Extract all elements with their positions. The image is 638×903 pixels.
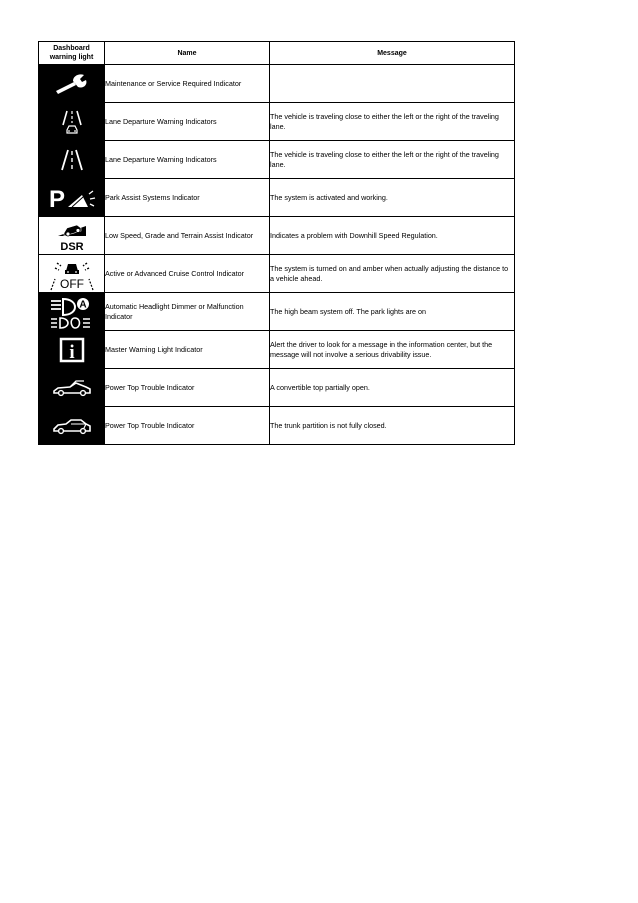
table-row [39, 217, 515, 255]
info-letter: i [69, 341, 75, 363]
row-message: The trunk partition is not fully closed. [270, 407, 515, 445]
row-message: The system is turned on and amber when actually adjusting the distance to a vehicle ahead. [270, 255, 515, 293]
table-header-row [39, 42, 515, 65]
table-row [39, 255, 515, 293]
warning-lights-table [38, 41, 515, 445]
park-assist-icon [39, 179, 105, 216]
info-icon [39, 331, 105, 368]
table-row [39, 293, 515, 331]
wrench-icon [39, 65, 105, 102]
auto-headlight-icon [39, 293, 105, 330]
table-row [39, 65, 515, 103]
lane-lines-icon [39, 141, 105, 178]
off-label: OFF [60, 276, 84, 291]
header-message: Message [270, 42, 515, 65]
row-message: The high beam system off. The park lights are on [270, 293, 515, 331]
cruise-off-icon [39, 255, 105, 292]
row-name: Automatic Headlight Dimmer or Malfunction Indicator [105, 293, 270, 331]
dsr-label: DSR [60, 240, 84, 253]
convertible-top-icon [39, 369, 105, 406]
table-row [39, 369, 515, 407]
row-message: The vehicle is traveling close to either the left or the right of the traveling lane. [270, 103, 515, 141]
table-row [39, 141, 515, 179]
row-name: Lane Departure Warning Indicators [105, 103, 270, 141]
row-name: Power Top Trouble Indicator [105, 407, 270, 445]
row-message: The system is activated and working. [270, 179, 515, 217]
table-row [39, 103, 515, 141]
table-row [39, 407, 515, 445]
table-row [39, 179, 515, 217]
row-name: Power Top Trouble Indicator [105, 369, 270, 407]
row-message: A convertible top partially open. [270, 369, 515, 407]
row-name: Active or Advanced Cruise Control Indicator [105, 255, 270, 293]
row-name: Park Assist Systems Indicator [105, 179, 270, 217]
row-name: Low Speed, Grade and Terrain Assist Indicator [105, 217, 270, 255]
header-light: Dashboard warning light [39, 42, 105, 65]
park-letter: P [49, 185, 66, 213]
row-name: Master Warning Light Indicator [105, 331, 270, 369]
row-name: Maintenance or Service Required Indicator [105, 65, 270, 103]
header-name: Name [105, 42, 270, 65]
row-message [270, 65, 515, 103]
row-message: Alert the driver to look for a message in the information center, but the message will not involve a serious drivability issue. [270, 331, 515, 369]
row-message: Indicates a problem with Downhill Speed Regulation. [270, 217, 515, 255]
table-row [39, 331, 515, 369]
dsr-icon [39, 217, 105, 254]
row-message: The vehicle is traveling close to either the left or the right of the traveling lane. [270, 141, 515, 179]
auto-letter: A [79, 299, 87, 310]
row-name: Lane Departure Warning Indicators [105, 141, 270, 179]
lane-departure-icon [39, 103, 105, 140]
trunk-partition-icon [39, 407, 105, 444]
